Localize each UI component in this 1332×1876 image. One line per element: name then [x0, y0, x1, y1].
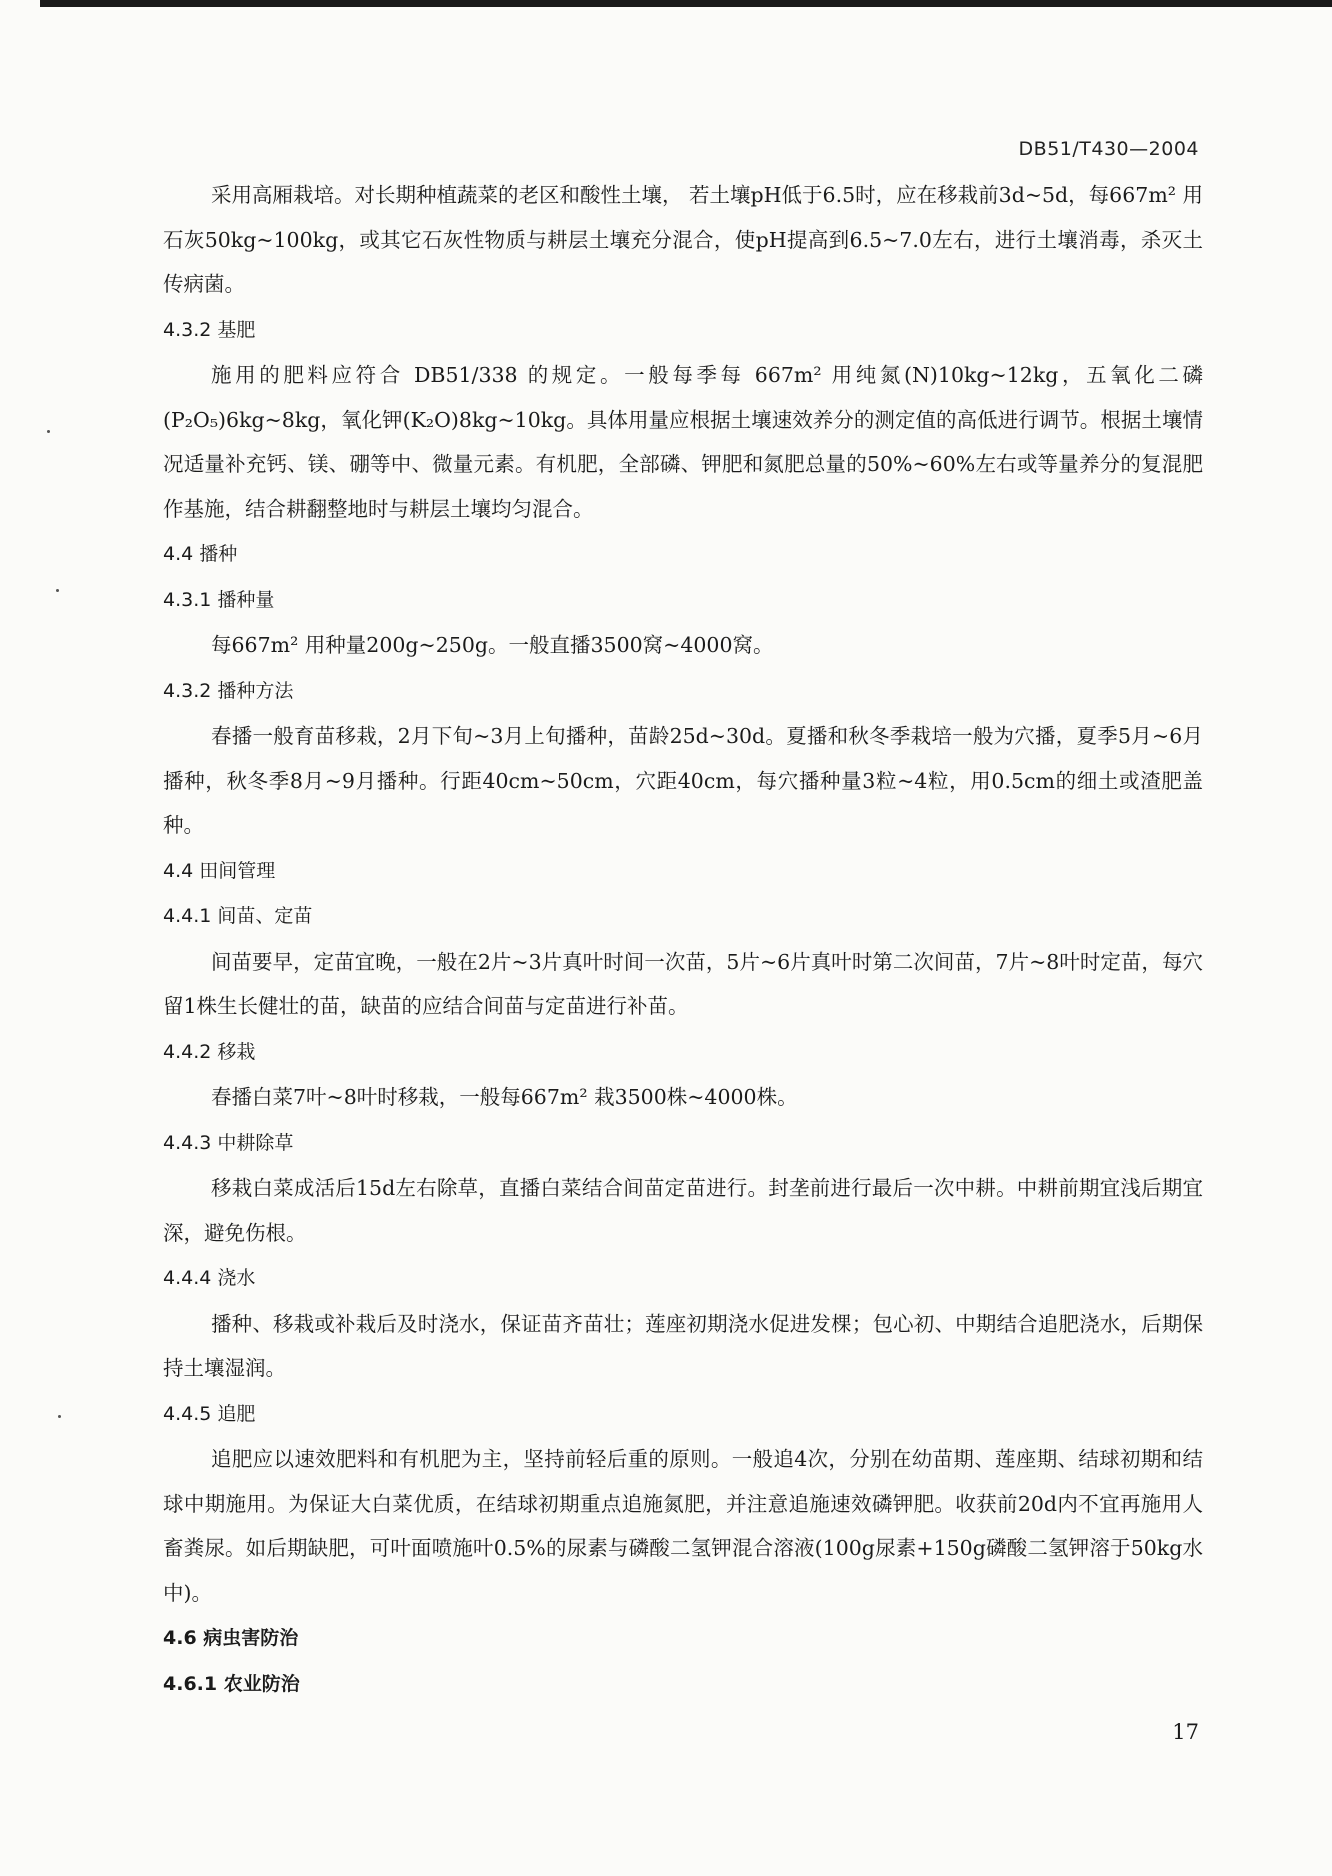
section-heading: 4.4.4 浇水 — [163, 1267, 256, 1289]
section-heading: 4.3.2 基肥 — [163, 318, 256, 341]
body-paragraph: 移栽白菜成活后15d左右除草，直播白菜结合间苗定苗进行。封垄前进行最后一次中耕。中耕前期宜浅后期宜深，避免伤根。 — [163, 1176, 1203, 1245]
scan-speck — [58, 1415, 61, 1418]
scan-speck — [47, 430, 50, 433]
section-heading: 4.4.1 间苗、定苗 — [163, 905, 313, 927]
scan-speck — [56, 589, 59, 592]
body-paragraph: 春播一般育苗移栽，2月下旬~3月上旬播种，苗龄25d~30d。夏播和秋冬季栽培一般为穴播，夏季5月~6月播种，秋冬季8月~9月播种。行距40cm~50cm，穴距40cm，每穴播种量3粒~4粒，用0.5cm的细土或渣肥盖种。 — [163, 724, 1203, 837]
body-paragraph: 每667m² 用种量200g~250g。一般直播3500窝~4000窝。 — [211, 633, 774, 657]
section-heading: 4.4.2 移栽 — [163, 1040, 256, 1063]
body-paragraph: 春播白菜7叶~8叶时移栽，一般每667m² 栽3500株~4000株。 — [211, 1085, 798, 1109]
body-paragraph: 播种、移栽或补栽后及时浇水，保证苗齐苗壮；莲座初期浇水促进发棵；包心初、中期结合追肥浇水，后期保持土壤湿润。 — [163, 1311, 1203, 1380]
body-paragraph: 采用高厢栽培。对长期种植蔬菜的老区和酸性土壤， 若土壤pH低于6.5时，应在移栽前3d~5d，每667m² 用石灰50kg~100kg，或其它石灰性物质与耕层土壤充分混合，使pH提高到6.5~7.0左右，进行土壤消毒，杀灭土传病菌。 — [163, 183, 1203, 296]
body-paragraph: 追肥应以速效肥料和有机肥为主，坚持前轻后重的原则。一般追4次，分别在幼苗期、莲座期、结球初期和结球中期施用。为保证大白菜优质，在结球初期重点追施氮肥，并注意追施速效磷钾肥。收获前20d内不宜再施用人畜粪尿。如后期缺肥，可叶面喷施叶0.5%的尿素与磷酸二氢钾混合溶液(100g尿素+150g磷酸二氢钾溶于50kg水中)。 — [163, 1447, 1203, 1605]
section-heading: 4.4 田间管理 — [163, 859, 276, 882]
section-heading: 4.4 播种 — [163, 543, 238, 565]
body-paragraph: 施用的肥料应符合 DB51/338 的规定。一般每季每 667m² 用纯氮(N)10kg~12kg，五氧化二磷(P₂O₅)6kg~8kg，氧化钾(K₂O)8kg~10kg。具体用量应根据土壤速效养分的测定值的高低进行调节。根据土壤情况适量补充钙、镁、硼等中、微量元素。有机肥，全部磷、钾肥和氮肥总量的50%~60%左右或等量养分的复混肥作基施，结合耕翻整地时与耕层土壤均匀混合。 — [163, 363, 1203, 521]
page-number: 17 — [1172, 1720, 1199, 1744]
section-heading: 4.6 病虫害防治 — [163, 1627, 299, 1649]
standard-number: DB51/T430—2004 — [1018, 138, 1199, 160]
section-heading: 4.6.1 农业防治 — [163, 1672, 300, 1695]
section-heading: 4.4.5 追肥 — [163, 1402, 256, 1425]
section-heading: 4.3.2 播种方法 — [163, 679, 294, 702]
section-heading: 4.4.3 中耕除草 — [163, 1131, 294, 1154]
body-paragraph: 间苗要早，定苗宜晚，一般在2片~3片真叶时间一次苗，5片~6片真叶时第二次间苗，7片~8叶时定苗，每穴留1株生长健壮的苗，缺苗的应结合间苗与定苗进行补苗。 — [163, 949, 1203, 1018]
top-rule — [40, 0, 1332, 7]
document-body — [163, 173, 1203, 1707]
section-heading: 4.3.1 播种量 — [163, 588, 275, 611]
